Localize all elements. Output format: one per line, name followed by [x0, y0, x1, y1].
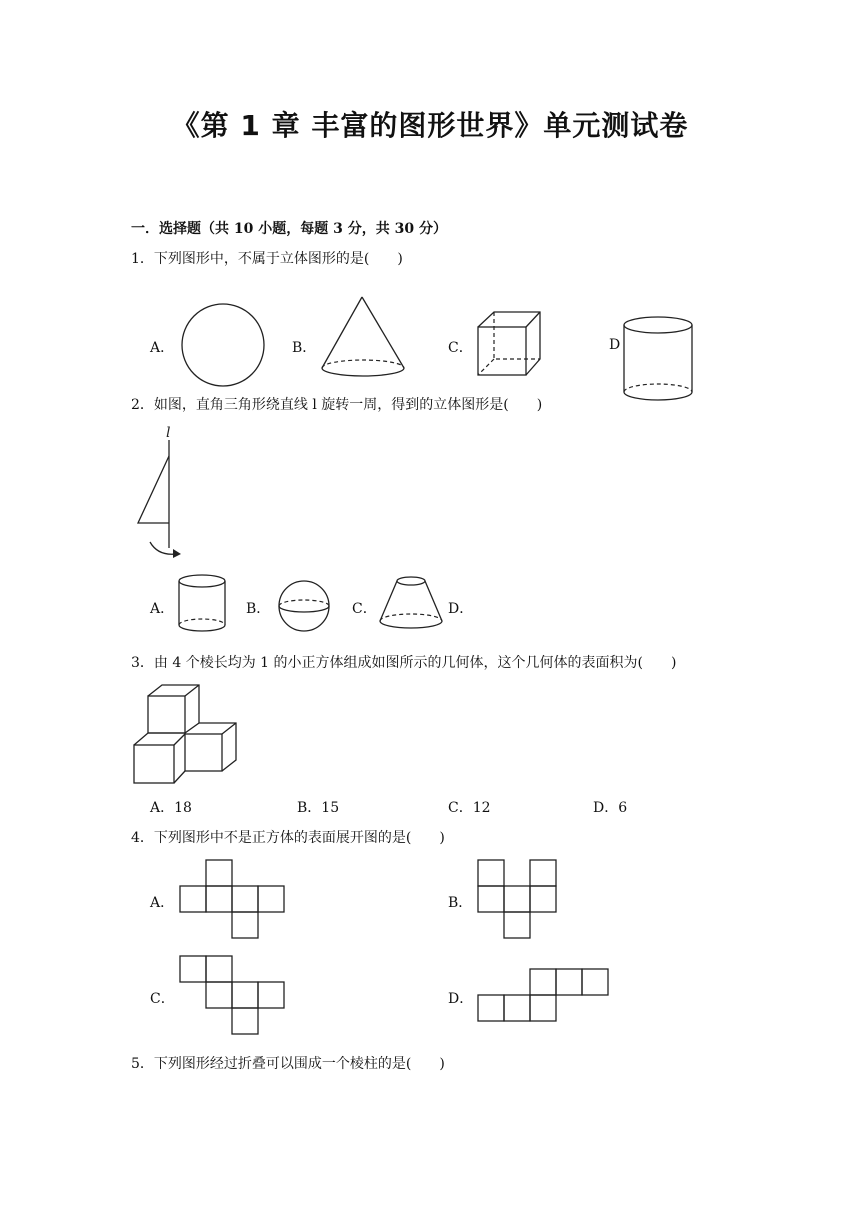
q4-option-d-label: D． [448, 991, 474, 1007]
q3-option-c: C．12 [448, 800, 491, 816]
q4-option-c-label: C． [150, 991, 175, 1007]
q1-circle-figure [178, 302, 268, 388]
q1-cone-figure [318, 292, 410, 388]
q2-sphere-figure [274, 578, 340, 636]
q2-rotation-figure [128, 420, 198, 562]
q2-cylinder-figure [174, 572, 234, 638]
question-1-text: 1．下列图形中，不属于立体图形的是( ) [131, 251, 403, 267]
q4-net-a-figure [178, 858, 288, 940]
q1-option-c-label: C． [448, 340, 473, 356]
q3-option-b: B．15 [297, 800, 340, 816]
page-title: 《第 1 章 丰富的图形世界》单元测试卷 [171, 109, 689, 142]
q1-option-a-label: A． [150, 340, 175, 356]
q1-cube-figure [474, 309, 546, 379]
q1-option-d-label: D [609, 337, 621, 353]
q4-option-a-label: A． [150, 895, 175, 911]
q2-option-b-label: B． [246, 601, 271, 617]
question-5-text: 5．下列图形经过折叠可以围成一个棱柱的是( ) [131, 1056, 445, 1072]
q2-option-a-label: A． [150, 601, 175, 617]
q2-option-c-label: C． [352, 601, 377, 617]
q4-net-d-figure [476, 967, 612, 1023]
section-heading: 一．选择题（共 10 小题，每题 3 分，共 30 分） [131, 221, 447, 237]
q1-cylinder-figure [620, 314, 698, 406]
q1-option-b-label: B． [292, 340, 317, 356]
question-3-text: 3．由 4 个棱长均为 1 的小正方体组成如图所示的几何体，这个几何体的表面积为( ) [131, 655, 677, 671]
question-4-text: 4．下列图形中不是正方体的表面展开图的是( ) [131, 830, 445, 846]
q4-net-b-figure [476, 858, 558, 940]
q2-frustum-figure [374, 572, 450, 636]
q3-option-a: A．18 [150, 800, 192, 816]
q3-cube-stack-figure [128, 682, 246, 788]
q4-option-b-label: B． [448, 895, 473, 911]
question-2-text: 2．如图，直角三角形绕直线 l 旋转一周，得到的立体图形是( ) [131, 397, 543, 413]
q4-net-c-figure [178, 954, 288, 1036]
q3-option-d: D．6 [593, 800, 628, 816]
q2-axis-label: l [166, 425, 171, 441]
q2-option-d-label: D． [448, 601, 474, 617]
